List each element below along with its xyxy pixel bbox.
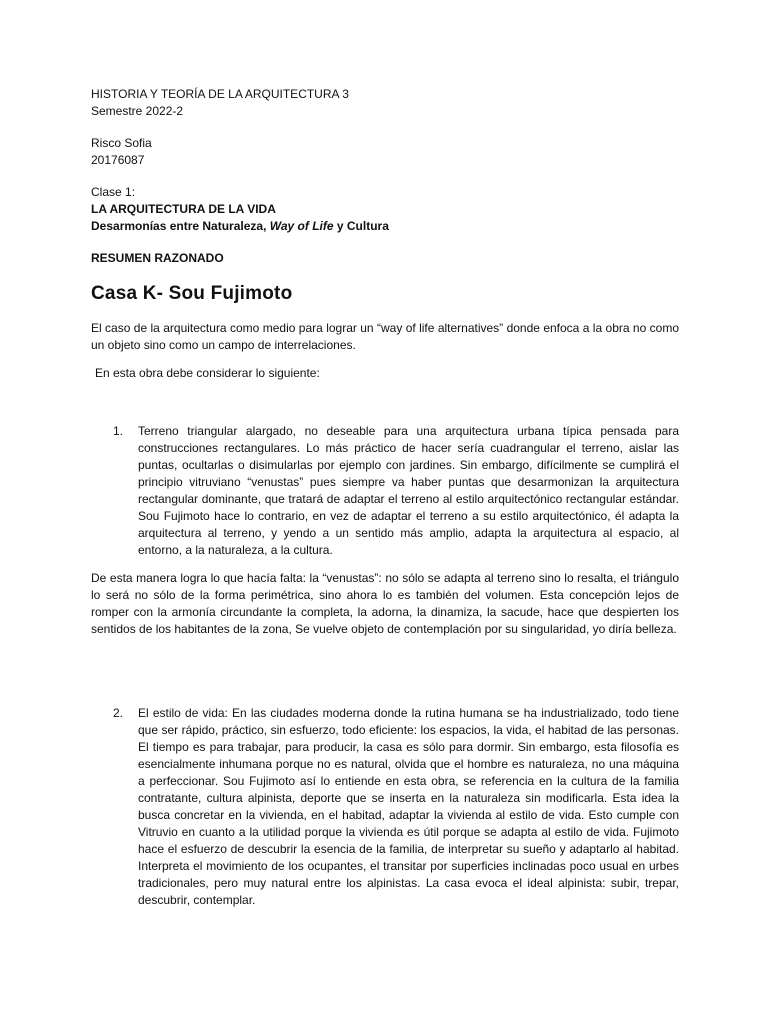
class-subtitle [91,218,679,235]
list-item-number: 1. [113,424,124,438]
spacer [91,393,679,423]
student-id: 20176087 [91,153,145,167]
course-header [91,86,679,120]
list-item-text: Terreno triangular alargado, no deseable para una arquitectura urbana típica pensada para construcciones rectangulares. Lo más práctico de hacer sería cuadrangular el terreno, aislar las puntas, ocultarlas o disimularlas por ejemplo con jardines. Sin embargo, difícilmente se cumplirá el principio vitruviano “venustas” pues siempre va haber puntas que desarmonizan la arquitectura rectangular dominante, que tratará de adaptar el terreno al estilo arquitectónico rectangular estándar. Sou Fujimoto hace lo contrario, en vez de adaptar el terreno a su estilo arquitectónico, él adapta la arquitectura al terreno, y yendo a un sentido más amplio, adapta la arquitectura al espacio, al entorno, a la naturaleza, a la cultura. [138,424,679,557]
class-info [91,184,679,235]
list-item [91,423,679,559]
student-info [91,135,679,169]
intro-paragraph: El caso de la arquitectura como medio para lograr un “way of life alternatives” donde enfoca a la obra no como un objeto sino como un campo de interrelaciones. [91,321,679,352]
list-item [91,705,679,909]
conclusion-paragraph: De esta manera logra lo que hacía falta: la “venustas”: no sólo se adapta al terreno sino lo resalta, el triángulo lo será no sólo de la forma perimétrica, sino ahora lo es también del volumen. Esta concepción lejos de romper con la armonía circundante la completa, la adorna, la dinamiza, la sacude, hace que despierten los sentidos de los habitantes de la zona, Se vuelve objeto de contemplación por su singularidad, yo diría belleza. [91,571,679,636]
document-content [91,86,679,920]
class-subtitle-pre: Desarmonías entre Naturaleza, [91,219,270,233]
numbered-list-1 [91,423,679,559]
class-subtitle-emphasis: Way of Life [269,219,334,233]
course-title: HISTORIA Y TEORÍA DE LA ARQUITECTURA 3 [91,87,349,101]
class-subtitle-post: y Cultura [333,219,389,233]
numbered-list-2 [91,705,679,909]
document-title: Casa K- Sou Fujimoto [91,283,293,304]
list-item-text: El estilo de vida: En las ciudades moderna donde la rutina humana se ha industrializado, todo tiene que ser rápido, práctico, sin esfuerzo, todo eficiente: los espacios, la vida, el habitad de las personas. El tiempo es para trabajar, para producir, la casa es sólo para dormir. Sin embargo, esta filosofía es esencialmente inhumana porque no es natural, olvida que el hombre es naturaleza, no una máquina a perfeccionar. Sou Fujimoto así lo entiende en esta obra, se referencia en la cultura de la familia contratante, cultura alpinista, deporte que se inserta en la naturaleza sin modificarla. Esta idea la busca concretar en la vivienda, en el habitad, adaptar la vivienda al estilo de vida. Esto cumple con Vitruvio en cuanto a la utilidad porque la vivienda es útil porque se adapta al estilo de vida. Fujimoto hace el esfuerzo de descubrir la esencia de la familia, de interpretar su sueño y adaptarlo al habitad. Interpreta el movimiento de los ocupantes, el transitar por superficies inclinadas poco usual en urbes tradicionales, pero muy natural entre los alpinistas. La casa evoca el ideal alpinista: subir, trepar, descubrir, contemplar. [138,706,679,907]
semester: Semestre 2022-2 [91,104,184,118]
summary-label: RESUMEN RAZONADO [91,251,224,265]
class-label: Clase 1: [91,185,136,199]
spacer [91,649,679,705]
student-name: Risco Sofia [91,136,152,150]
class-title: LA ARQUITECTURA DE LA VIDA [91,202,276,216]
list-item-number: 2. [113,706,124,720]
consider-paragraph: En esta obra debe considerar lo siguiente: [95,366,320,380]
